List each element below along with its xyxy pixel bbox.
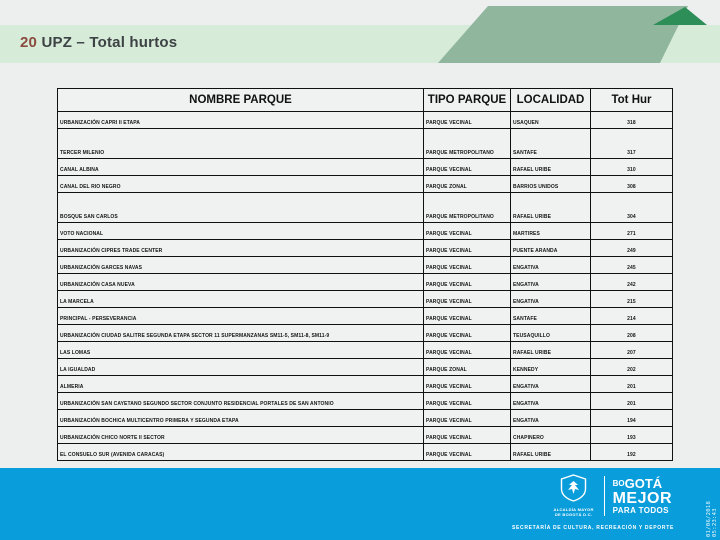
cell-tot-hur: 318: [591, 112, 673, 129]
shield-icon: [560, 474, 587, 502]
cell-tipo: PARQUE METROPOLITANO: [424, 129, 511, 159]
cell-nombre: URBANIZACIÓN GARCES NAVAS: [58, 257, 424, 274]
cell-localidad: ENGATIVA: [511, 393, 591, 410]
table-row: [58, 291, 673, 308]
cell-nombre: TERCER MILENIO: [58, 129, 424, 159]
cell-tot-hur: 308: [591, 176, 673, 193]
cell-nombre: URBANIZACIÓN CIPRES TRADE CENTER: [58, 240, 424, 257]
parques-table: [57, 88, 673, 461]
cell-localidad: RAFAEL URIBE: [511, 159, 591, 176]
brand-bo: BO: [612, 479, 625, 489]
table-row: [58, 193, 673, 223]
brand-gota: GOTÁ: [624, 476, 663, 492]
table-row: [58, 410, 673, 427]
cell-tipo: PARQUE VECINAL: [424, 291, 511, 308]
cell-tot-hur: 194: [591, 410, 673, 427]
cell-tot-hur: 245: [591, 257, 673, 274]
table-row: [58, 393, 673, 410]
table-row: [58, 112, 673, 129]
cell-tot-hur: 215: [591, 291, 673, 308]
cell-tot-hur: 192: [591, 444, 673, 461]
title-number: 20: [20, 34, 38, 51]
cell-tipo: PARQUE VECINAL: [424, 427, 511, 444]
table-row: [58, 129, 673, 159]
cell-tipo: PARQUE METROPOLITANO: [424, 193, 511, 223]
table-row: [58, 308, 673, 325]
cell-localidad: RAFAEL URIBE: [511, 342, 591, 359]
cell-localidad: ENGATIVA: [511, 410, 591, 427]
cell-tot-hur: 242: [591, 274, 673, 291]
cell-tipo: PARQUE VECINAL: [424, 159, 511, 176]
table-row: [58, 176, 673, 193]
parallelogram-shape: [438, 6, 688, 63]
cell-tipo: PARQUE VECINAL: [424, 240, 511, 257]
cell-nombre: ALMERIA: [58, 376, 424, 393]
title-text: UPZ – Total hurtos: [41, 34, 178, 51]
cell-tot-hur: 201: [591, 376, 673, 393]
eagle-icon: [568, 481, 579, 494]
cell-tipo: PARQUE ZONAL: [424, 359, 511, 376]
cell-nombre: LA MARCELA: [58, 291, 424, 308]
table-row: [58, 427, 673, 444]
table-row: [58, 325, 673, 342]
cell-tipo: PARQUE VECINAL: [424, 308, 511, 325]
cell-tipo: PARQUE VECINAL: [424, 376, 511, 393]
header-tot-hur: Tot Hur: [591, 89, 673, 112]
cell-localidad: SANTAFE: [511, 308, 591, 325]
cell-tot-hur: 310: [591, 159, 673, 176]
vertical-watermark: 01/06/2018 05:23:43: [706, 500, 718, 537]
table-row: [58, 223, 673, 240]
cell-localidad: SANTAFE: [511, 129, 591, 159]
header-nombre-parque: NOMBRE PARQUE: [58, 89, 424, 112]
cell-tot-hur: 201: [591, 393, 673, 410]
cell-tot-hur: 214: [591, 308, 673, 325]
header-localidad: LOCALIDAD: [511, 89, 591, 112]
cell-localidad: PUENTE ARANDA: [511, 240, 591, 257]
cell-tot-hur: 304: [591, 193, 673, 223]
brand-para-todos: PARA TODOS: [612, 506, 669, 516]
cell-nombre: LA IGUALDAD: [58, 359, 424, 376]
cell-tipo: PARQUE VECINAL: [424, 274, 511, 291]
logo-divider: [604, 476, 605, 516]
cell-localidad: BARRIOS UNIDOS: [511, 176, 591, 193]
table-row: [58, 376, 673, 393]
cell-nombre: CANAL DEL RIO NEGRO: [58, 176, 424, 193]
cell-nombre: URBANIZACIÓN CASA NUEVA: [58, 274, 424, 291]
table-row: [58, 359, 673, 376]
cell-tipo: PARQUE VECINAL: [424, 223, 511, 240]
crest-caption-line2: DE BOGOTÁ D.C.: [554, 512, 593, 517]
alcaldia-crest: [552, 474, 596, 517]
cell-tot-hur: 202: [591, 359, 673, 376]
cell-localidad: RAFAEL URIBE: [511, 444, 591, 461]
cell-nombre: EL CONSUELO SUR (AVENIDA CARACAS): [58, 444, 424, 461]
table-row: [58, 274, 673, 291]
cell-nombre: LAS LOMAS: [58, 342, 424, 359]
cell-localidad: ENGATIVA: [511, 257, 591, 274]
table-row: [58, 257, 673, 274]
cell-localidad: ENGATIVA: [511, 274, 591, 291]
cell-tipo: PARQUE ZONAL: [424, 176, 511, 193]
cell-tipo: PARQUE VECINAL: [424, 393, 511, 410]
cell-localidad: MARTIRES: [511, 223, 591, 240]
table-row: [58, 240, 673, 257]
footer-logos: [552, 474, 672, 517]
cell-nombre: BOSQUE SAN CARLOS: [58, 193, 424, 223]
footer-band: [0, 468, 720, 540]
cell-tipo: PARQUE VECINAL: [424, 325, 511, 342]
cell-localidad: CHAPINERO: [511, 427, 591, 444]
table-row: [58, 444, 673, 461]
brand-mejor: MEJOR: [612, 490, 672, 508]
cell-nombre: URBANIZACIÓN CIUDAD SALITRE SEGUNDA ETAPA SECTOR 11 SUPERMANZANAS SM11-5, SM11-8, SM11-9: [58, 325, 424, 342]
bogota-mejor-logo: [613, 476, 672, 515]
cell-localidad: TEUSAQUILLO: [511, 325, 591, 342]
cell-tot-hur: 207: [591, 342, 673, 359]
crest-caption-line1: ALCALDÍA MAYOR: [553, 507, 594, 512]
secretaria-caption: SECRETARÍA DE CULTURA, RECREACIÓN Y DEPORTE: [511, 525, 674, 531]
cell-tipo: PARQUE VECINAL: [424, 342, 511, 359]
cell-localidad: ENGATIVA: [511, 376, 591, 393]
table-row: [58, 159, 673, 176]
cell-localidad: RAFAEL URIBE: [511, 193, 591, 223]
cell-tot-hur: 271: [591, 223, 673, 240]
cell-nombre: URBANIZACIÓN BOCHICA MULTICENTRO PRIMERA Y SEGUNDA ETAPA: [58, 410, 424, 427]
cell-tipo: PARQUE VECINAL: [424, 112, 511, 129]
cell-nombre: URBANIZACIÓN SAN CAYETANO SEGUNDO SECTOR CONJUNTO RESIDENCIAL PORTALES DE SAN ANTONIO: [58, 393, 424, 410]
cell-localidad: KENNEDY: [511, 359, 591, 376]
cell-nombre: URBANIZACIÓN CHICO NORTE II SECTOR: [58, 427, 424, 444]
header-tipo-parque: TIPO PARQUE: [424, 89, 511, 112]
cell-nombre: VOTO NACIONAL: [58, 223, 424, 240]
cell-nombre: URBANIZACIÓN CAPRI II ETAPA: [58, 112, 424, 129]
cell-nombre: CANAL ALBINA: [58, 159, 424, 176]
cell-tipo: PARQUE VECINAL: [424, 257, 511, 274]
cell-localidad: ENGATIVA: [511, 291, 591, 308]
cell-tipo: PARQUE VECINAL: [424, 410, 511, 427]
cell-tot-hur: 193: [591, 427, 673, 444]
cell-nombre: PRINCIPAL - PERSEVERANCIA: [58, 308, 424, 325]
table-row: [58, 342, 673, 359]
cell-tot-hur: 208: [591, 325, 673, 342]
table-header-row: [58, 89, 673, 112]
cell-tot-hur: 317: [591, 129, 673, 159]
cell-localidad: USAQUEN: [511, 112, 591, 129]
cell-tipo: PARQUE VECINAL: [424, 444, 511, 461]
page-title: [20, 34, 177, 51]
cell-tot-hur: 249: [591, 240, 673, 257]
